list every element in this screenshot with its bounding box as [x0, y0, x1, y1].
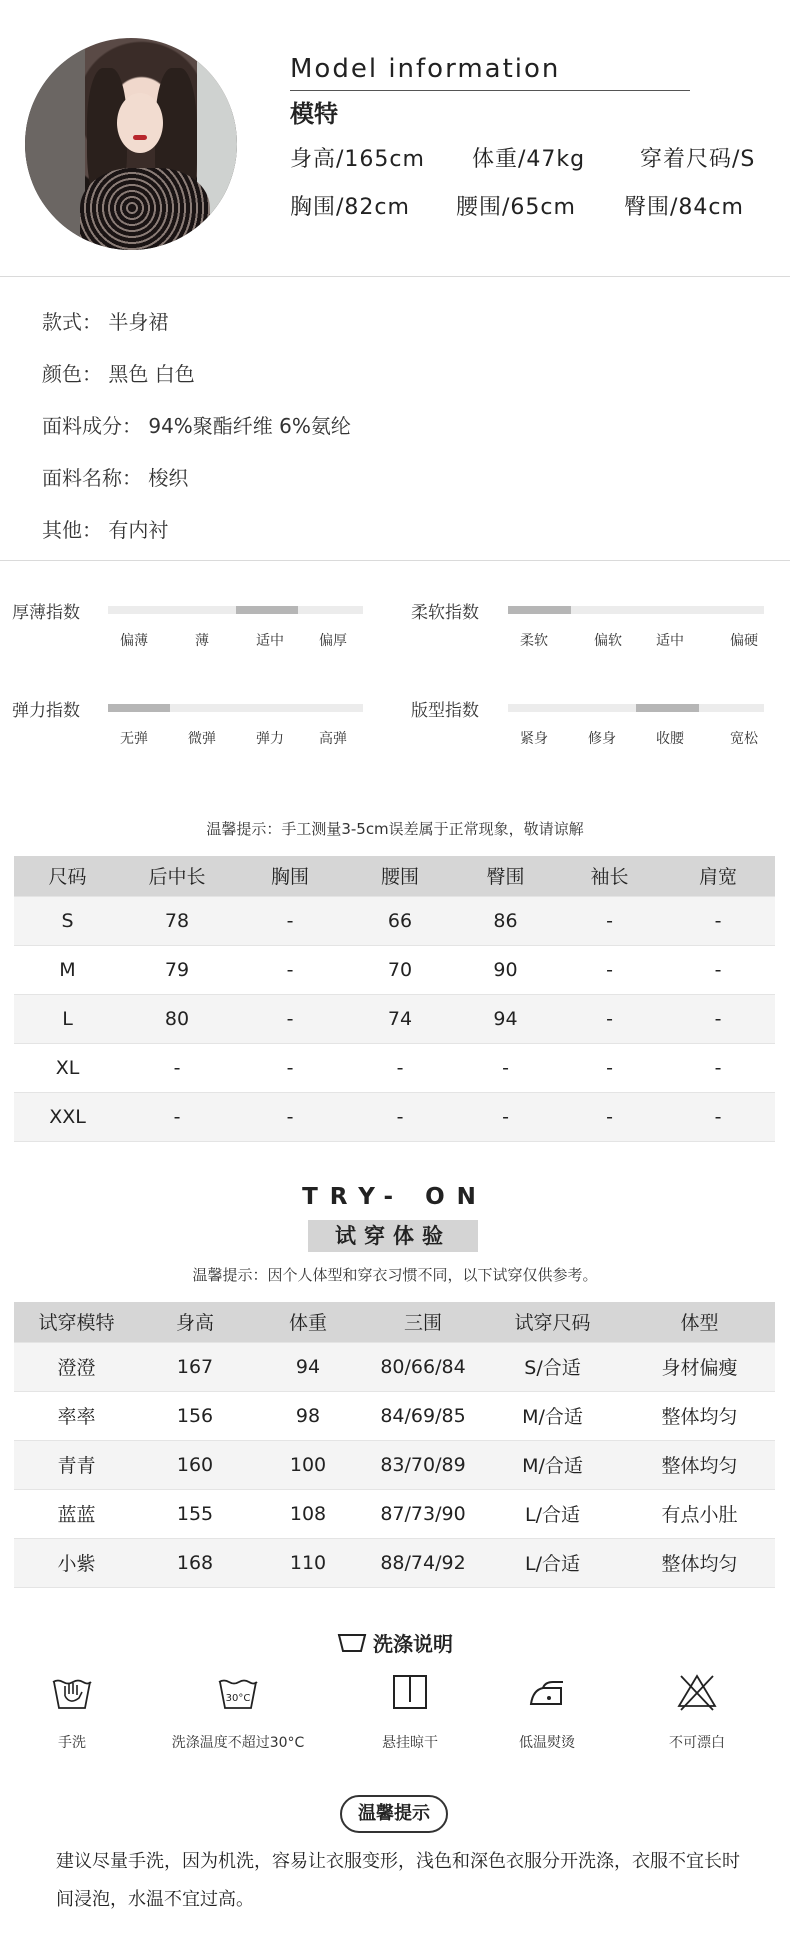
table-cell: 整体均匀 — [624, 1440, 775, 1489]
model-waist: 腰围/65cm — [456, 195, 576, 220]
table-cell: - — [453, 1043, 558, 1092]
table-cell: 74 — [347, 994, 453, 1043]
table-cell: - — [233, 896, 347, 945]
table-header-cell: 三围 — [365, 1302, 481, 1342]
table-cell: M/合适 — [481, 1440, 624, 1489]
table-cell: 83/70/89 — [365, 1440, 481, 1489]
line-dry-icon — [330, 1672, 490, 1712]
index-option: 偏厚 — [319, 633, 347, 649]
title-divider — [290, 90, 690, 91]
table-header-cell: 身高 — [139, 1302, 251, 1342]
table-cell: 有点小肚 — [624, 1489, 775, 1538]
model-size: 穿着尺码/S — [640, 147, 756, 172]
table-cell: - — [558, 1043, 661, 1092]
table-cell: - — [347, 1092, 453, 1141]
attr-fabric-name: 面料名称： 梭织 — [42, 466, 189, 490]
size-table — [14, 856, 775, 1142]
table-cell: 155 — [139, 1489, 251, 1538]
table-cell: L/合适 — [481, 1489, 624, 1538]
table-row — [14, 945, 775, 994]
table-cell: 90 — [453, 945, 558, 994]
index-option: 偏薄 — [120, 633, 148, 649]
index-option: 高弹 — [319, 731, 347, 747]
wash-item-dry — [330, 1672, 490, 1752]
table-cell: 79 — [121, 945, 233, 994]
tryon-note: 温馨提示：因个人体型和穿衣习惯不同，以下试穿仅供参考。 — [192, 1266, 598, 1284]
table-cell: - — [233, 994, 347, 1043]
wash-label-30: 洗涤温度不超过30°C — [171, 1735, 305, 1751]
table-row — [14, 1043, 775, 1092]
table-cell: 108 — [251, 1489, 365, 1538]
table-cell: L/合适 — [481, 1538, 624, 1587]
table-cell: 94 — [251, 1342, 365, 1391]
tip-title: 温馨提示 — [340, 1795, 448, 1833]
table-cell: S/合适 — [481, 1342, 624, 1391]
tryon-title-zh: 试穿体验 — [308, 1220, 478, 1252]
table-cell: 身材偏瘦 — [624, 1342, 775, 1391]
index-track — [508, 704, 764, 712]
attr-style: 款式： 半身裙 — [42, 310, 169, 334]
table-cell: 100 — [251, 1440, 365, 1489]
table-cell: - — [661, 1043, 775, 1092]
table-cell: - — [558, 994, 661, 1043]
index-option: 适中 — [256, 633, 284, 649]
table-cell: 88/74/92 — [365, 1538, 481, 1587]
index-track — [508, 606, 764, 614]
table-cell: - — [233, 1043, 347, 1092]
table-row — [14, 1092, 775, 1141]
basin-icon — [337, 1632, 367, 1659]
index-option: 紧身 — [520, 731, 548, 747]
wash-30-badge: 30°C — [225, 1693, 251, 1704]
table-cell: 蓝蓝 — [14, 1489, 139, 1538]
index-option: 收腰 — [656, 731, 684, 747]
index-label: 柔软指数 — [411, 603, 479, 623]
table-header-cell: 尺码 — [14, 856, 121, 896]
index-label: 版型指数 — [411, 701, 479, 721]
table-cell: 整体均匀 — [624, 1538, 775, 1587]
wash-item-30 — [158, 1672, 318, 1752]
table-cell: - — [233, 1092, 347, 1141]
table-row — [14, 896, 775, 945]
model-weight: 体重/47kg — [472, 147, 586, 172]
index-option: 薄 — [195, 633, 209, 649]
index-selected-segment — [236, 606, 298, 614]
washing-title — [0, 1628, 790, 1659]
divider — [0, 560, 790, 561]
table-cell: 98 — [251, 1391, 365, 1440]
wash-label-hand: 手洗 — [58, 1735, 86, 1751]
tryon-title-en: TRY- ON — [302, 1184, 488, 1210]
index-option: 弹力 — [256, 731, 284, 747]
table-cell: - — [661, 994, 775, 1043]
wash-item-hand — [0, 1672, 152, 1752]
index-option: 柔软 — [520, 633, 548, 649]
table-cell: - — [661, 945, 775, 994]
washing-title-text: 洗涤说明 — [373, 1632, 453, 1656]
index-label: 弹力指数 — [12, 701, 80, 721]
table-cell: 80/66/84 — [365, 1342, 481, 1391]
wash-item-iron — [467, 1672, 627, 1752]
index-option: 微弹 — [188, 731, 216, 747]
index-selected-segment — [508, 606, 571, 614]
size-note: 温馨提示：手工测量3-5cm误差属于正常现象，敬请谅解 — [206, 820, 584, 838]
table-cell: 小紫 — [14, 1538, 139, 1587]
table-row — [14, 1538, 775, 1587]
index-option: 无弹 — [120, 731, 148, 747]
index-selected-segment — [108, 704, 170, 712]
tryon-table — [14, 1302, 775, 1588]
table-row — [14, 1342, 775, 1391]
table-cell: - — [121, 1043, 233, 1092]
table-cell: XXL — [14, 1092, 121, 1141]
table-cell: 澄澄 — [14, 1342, 139, 1391]
table-row — [14, 1489, 775, 1538]
attr-other: 其他： 有内衬 — [42, 518, 169, 542]
table-cell: M — [14, 945, 121, 994]
table-header-cell: 臀围 — [453, 856, 558, 896]
divider — [0, 276, 790, 277]
table-cell: 168 — [139, 1538, 251, 1587]
index-option: 修身 — [588, 731, 616, 747]
wash-label-bleach: 不可漂白 — [669, 1735, 725, 1751]
index-track — [108, 606, 363, 614]
low-iron-icon — [467, 1672, 627, 1712]
model-hip: 臀围/84cm — [624, 195, 744, 220]
table-header-cell: 体型 — [624, 1302, 775, 1342]
table-cell: L — [14, 994, 121, 1043]
table-cell: - — [347, 1043, 453, 1092]
table-cell: - — [233, 945, 347, 994]
model-info-section — [0, 0, 790, 276]
table-cell: 78 — [121, 896, 233, 945]
table-header-cell: 袖长 — [558, 856, 661, 896]
table-cell: 110 — [251, 1538, 365, 1587]
table-cell: 66 — [347, 896, 453, 945]
table-cell: S — [14, 896, 121, 945]
table-cell: - — [558, 896, 661, 945]
table-cell: - — [558, 1092, 661, 1141]
index-option: 偏硬 — [730, 633, 758, 649]
attr-color: 颜色： 黑色 白色 — [42, 362, 195, 386]
model-photo — [25, 38, 237, 250]
no-bleach-icon — [617, 1672, 777, 1712]
table-cell: 整体均匀 — [624, 1391, 775, 1440]
table-cell: 青青 — [14, 1440, 139, 1489]
index-option: 适中 — [656, 633, 684, 649]
index-selected-segment — [636, 704, 699, 712]
table-cell: 86 — [453, 896, 558, 945]
table-cell: M/合适 — [481, 1391, 624, 1440]
table-cell: - — [453, 1092, 558, 1141]
table-row — [14, 994, 775, 1043]
table-header-cell: 试穿尺码 — [481, 1302, 624, 1342]
attr-composition: 面料成分： 94%聚酯纤维 6%氨纶 — [42, 414, 351, 438]
hand-wash-icon — [0, 1672, 152, 1712]
wash-30-icon — [158, 1672, 318, 1712]
wash-label-dry: 悬挂晾干 — [382, 1735, 438, 1751]
table-cell: 87/73/90 — [365, 1489, 481, 1538]
index-option: 偏软 — [594, 633, 622, 649]
model-height: 身高/165cm — [290, 147, 425, 172]
table-cell: - — [558, 945, 661, 994]
table-cell: - — [121, 1092, 233, 1141]
table-cell: 160 — [139, 1440, 251, 1489]
table-cell: 70 — [347, 945, 453, 994]
table-cell: 94 — [453, 994, 558, 1043]
wash-label-iron: 低温熨烫 — [519, 1735, 575, 1751]
model-bust: 胸围/82cm — [290, 195, 410, 220]
tip-text: 建议尽量手洗，因为机洗，容易让衣服变形，浅色和深色衣服分开洗涤，衣服不宜长时间浸泡，水温不宜过高。 — [56, 1851, 740, 1910]
table-cell: 率率 — [14, 1391, 139, 1440]
table-cell: - — [661, 896, 775, 945]
table-cell: - — [661, 1092, 775, 1141]
index-label: 厚薄指数 — [12, 603, 80, 623]
table-header-cell: 肩宽 — [661, 856, 775, 896]
table-header-cell: 试穿模特 — [14, 1302, 139, 1342]
table-row — [14, 1391, 775, 1440]
model-title-en: Model information — [290, 54, 561, 84]
table-cell: 84/69/85 — [365, 1391, 481, 1440]
table-header-cell: 腰围 — [347, 856, 453, 896]
wash-item-bleach — [617, 1672, 777, 1752]
table-cell: 156 — [139, 1391, 251, 1440]
index-track — [108, 704, 363, 712]
table-header-cell: 体重 — [251, 1302, 365, 1342]
table-cell: XL — [14, 1043, 121, 1092]
table-header-cell: 胸围 — [233, 856, 347, 896]
index-option: 宽松 — [730, 731, 758, 747]
table-cell: 167 — [139, 1342, 251, 1391]
table-row — [14, 1440, 775, 1489]
table-cell: 80 — [121, 994, 233, 1043]
model-title-zh: 模特 — [290, 100, 338, 128]
table-header-cell: 后中长 — [121, 856, 233, 896]
